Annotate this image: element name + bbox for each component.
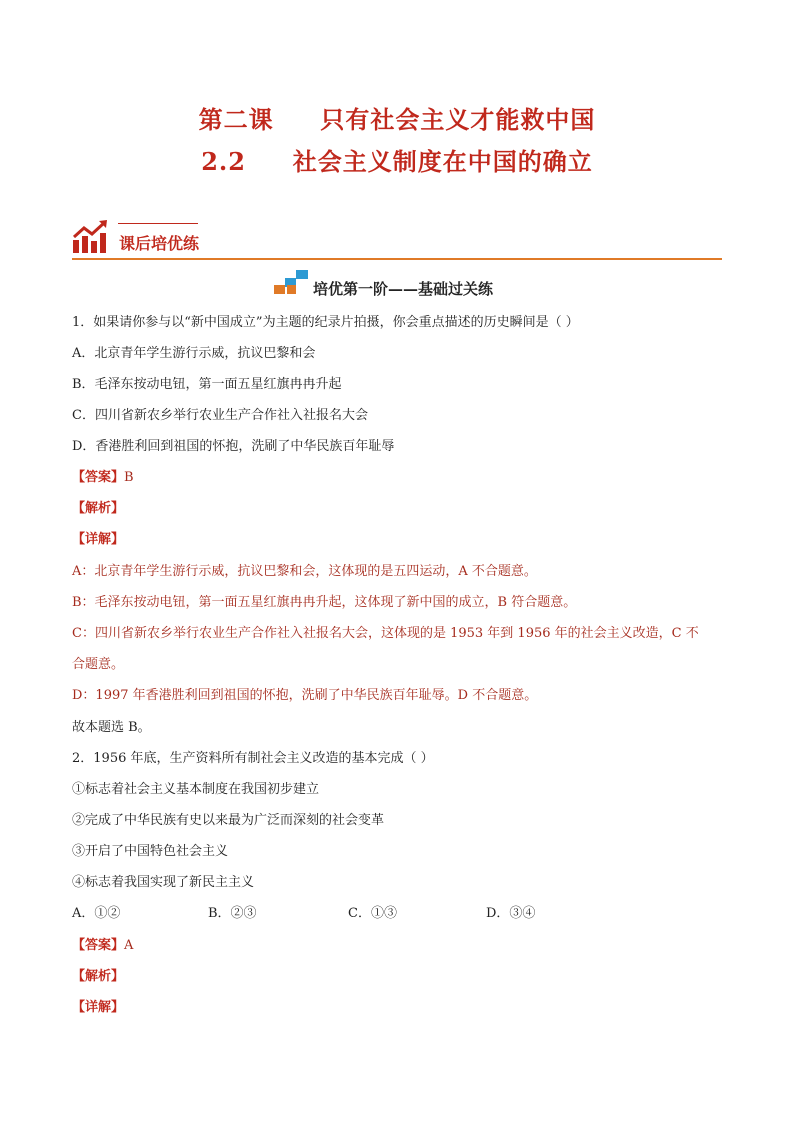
section-top-line <box>118 223 198 224</box>
q2-analysis-tag: 【解析】 <box>72 969 125 984</box>
answer-value: A <box>124 938 134 953</box>
q2-statement-3: ③开启了中国特色社会主义 <box>72 844 229 859</box>
lesson-title: 第二课 只有社会主义才能救中国 <box>198 105 596 134</box>
section-label: 课后培优练 <box>119 234 200 253</box>
q1-answer <box>72 466 134 485</box>
q2-detail-tag: 【详解】 <box>72 1000 125 1015</box>
q1-stem: 1．如果请你参与以“新中国成立”为主题的纪录片拍摄，你会重点描述的历史瞬间是（ ） <box>72 315 579 330</box>
q1-detail-a: A：北京青年学生游行示威，抗议巴黎和会，这体现的是五四运动，A 不合题意。 <box>72 564 537 579</box>
q2-choice-d: D．③④ <box>486 906 536 921</box>
q2-choice-c: C．①③ <box>348 906 397 921</box>
q1-option-c: C．四川省新农乡举行农业生产合作社入社报名大会 <box>72 408 368 423</box>
q1-detail-tag: 【详解】 <box>72 532 125 547</box>
q1-analysis-tag: 【解析】 <box>72 501 125 516</box>
q1-detail-b: B：毛泽东按动电钮，第一面五星红旗冉冉升起，这体现了新中国的成立，B 符合题意。 <box>72 595 577 610</box>
q2-choice-a: A．①② <box>72 906 121 921</box>
section-divider <box>72 258 722 260</box>
q2-statement-2: ②完成了中华民族有史以来最为广泛而深刻的社会变革 <box>72 813 385 828</box>
section-title: 2.2 社会主义制度在中国的确立 <box>201 147 593 176</box>
growth-chart-icon <box>72 220 108 254</box>
stage-title: 培优第一阶——基础过关练 <box>313 280 494 298</box>
q1-detail-c: C：四川省新农乡举行农业生产合作社入社报名大会，这体现的是 1953 年到 1956 年的社会主义改造，C 不 <box>72 626 699 641</box>
q1-option-b: B．毛泽东按动电钮，第一面五星红旗冉冉升起 <box>72 377 342 392</box>
q2-statement-4: ④标志着我国实现了新民主主义 <box>72 875 255 890</box>
stairs-icon <box>274 266 308 294</box>
q2-statement-1: ①标志着社会主义基本制度在我国初步建立 <box>72 782 320 797</box>
answer-tag: 【答案】 <box>72 938 125 953</box>
answer-value: B <box>124 470 134 485</box>
q1-detail-d: D：1997 年香港胜利回到祖国的怀抱，洗刷了中华民族百年耻辱。D 不合题意。 <box>72 688 538 703</box>
q2-answer <box>72 934 133 953</box>
q1-option-a: A．北京青年学生游行示威，抗议巴黎和会 <box>72 346 316 361</box>
q2-choice-b: B．②③ <box>208 906 257 921</box>
q1-conclusion: 故本题选 B。 <box>72 720 151 735</box>
q1-detail-c-cont: 合题意。 <box>72 657 125 672</box>
q1-option-d: D．香港胜利回到祖国的怀抱，洗刷了中华民族百年耻辱 <box>72 439 395 454</box>
q2-stem: 2．1956 年底，生产资料所有制社会主义改造的基本完成（ ） <box>72 751 434 766</box>
answer-tag: 【答案】 <box>72 470 125 485</box>
